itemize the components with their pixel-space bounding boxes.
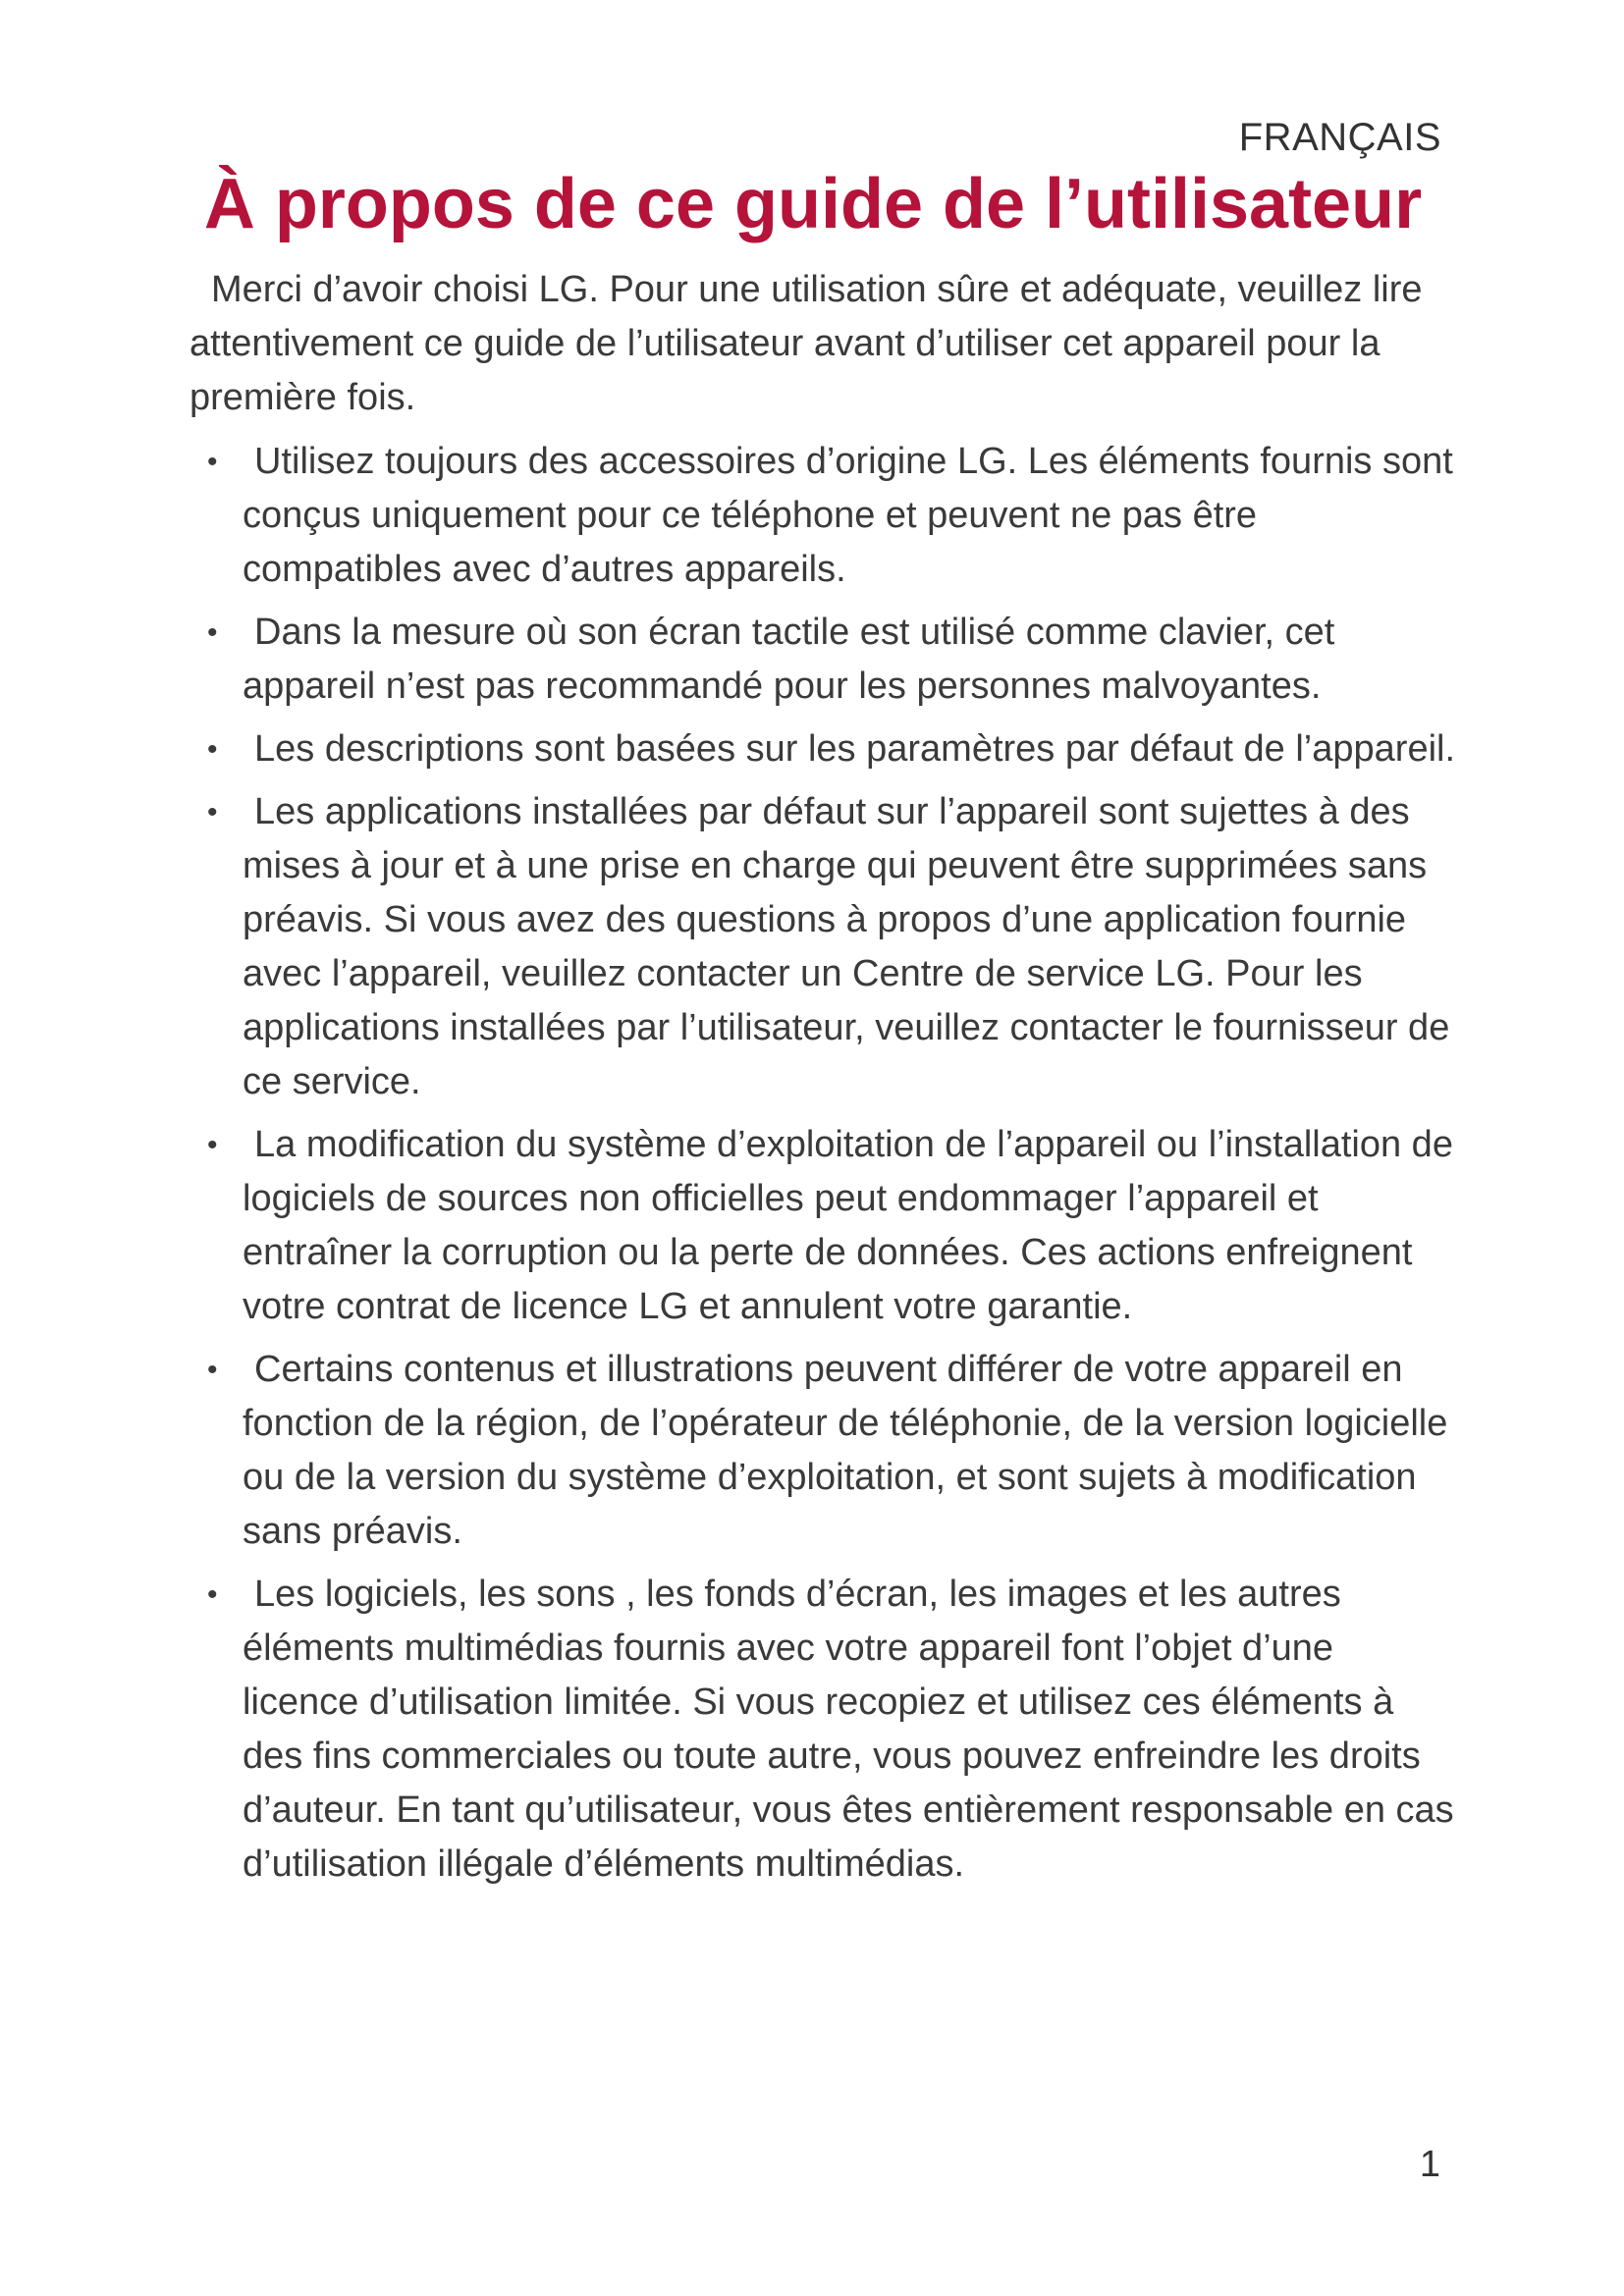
bullet-text: Certains contenus et illustrations peuvent différer de votre appareil en fonction de la région, de l’opérateur de téléphonie, de la version logicielle ou de la version du système d’exploitation, et sont sujets à modification sans préavis. bbox=[243, 1349, 1448, 1552]
bullet-icon: • bbox=[207, 446, 218, 478]
bullet-item bbox=[189, 722, 1456, 776]
bullet-icon: • bbox=[207, 796, 218, 828]
bullet-icon: • bbox=[207, 1578, 218, 1611]
bullet-item bbox=[189, 785, 1456, 1109]
bullet-text: Les logiciels, les sons , les fonds d’écran, les images et les autres éléments multimédias fournis avec votre appareil font l’objet d’une licence d’utilisation limitée. Si vous recopiez et utilisez ces éléments à des fins commerciales ou toute autre, vous pouvez enfreindre les droits d’auteur. En tant qu’utilisateur, vous êtes entièrement responsable en cas d’utilisation illégale d’éléments multimédias. bbox=[243, 1574, 1454, 1885]
document-body bbox=[189, 263, 1456, 1900]
bullet-text: Les descriptions sont basées sur les paramètres par défaut de l’appareil. bbox=[254, 728, 1456, 770]
bullet-item bbox=[189, 1568, 1456, 1892]
bullet-text: Dans la mesure où son écran tactile est utilisé comme clavier, cet appareil n’est pas recommandé pour les personnes malvoyantes. bbox=[243, 612, 1335, 707]
bullet-text: Utilisez toujours des accessoires d’origine LG. Les éléments fournis sont conçus uniquement pour ce téléphone et peuvent ne pas être compatibles avec d’autres appareils. bbox=[243, 441, 1453, 590]
language-label: FRANÇAIS bbox=[1238, 116, 1441, 159]
bullet-item bbox=[189, 1343, 1456, 1559]
bullet-text: La modification du système d’exploitation de l’appareil ou l’installation de logiciels de sources non officielles peut endommager l’appareil et entraîner la corruption ou la perte de données. Ces actions enfreignent votre contrat de licence LG et annulent votre garantie. bbox=[243, 1124, 1453, 1327]
bullet-text: Les applications installées par défaut sur l’appareil sont sujettes à des mises à jour et à une prise en charge qui peuvent être supprimées sans préavis. Si vous avez des questions à propos d’une application fournie avec l’appareil, veuillez contacter un Centre de service LG. Pour les applications installées par l’utilisateur, veuillez contacter le fournisseur de ce service. bbox=[243, 791, 1450, 1102]
bullet-icon: • bbox=[207, 616, 218, 649]
bullet-icon: • bbox=[207, 1354, 218, 1386]
bullet-icon: • bbox=[207, 1129, 218, 1161]
page-number: 1 bbox=[1419, 2144, 1440, 2185]
bullet-item bbox=[189, 606, 1456, 714]
bullet-item bbox=[189, 1118, 1456, 1334]
bullet-icon: • bbox=[207, 733, 218, 766]
intro-paragraph: Merci d’avoir choisi LG. Pour une utilisation sûre et adéquate, veuillez lire attentivement ce guide de l’utilisateur avant d’utiliser cet appareil pour la première fois. bbox=[189, 269, 1423, 418]
bullet-item bbox=[189, 435, 1456, 597]
page-title: À propos de ce guide de l’utilisateur bbox=[203, 165, 1423, 243]
bullet-list bbox=[189, 435, 1456, 1892]
